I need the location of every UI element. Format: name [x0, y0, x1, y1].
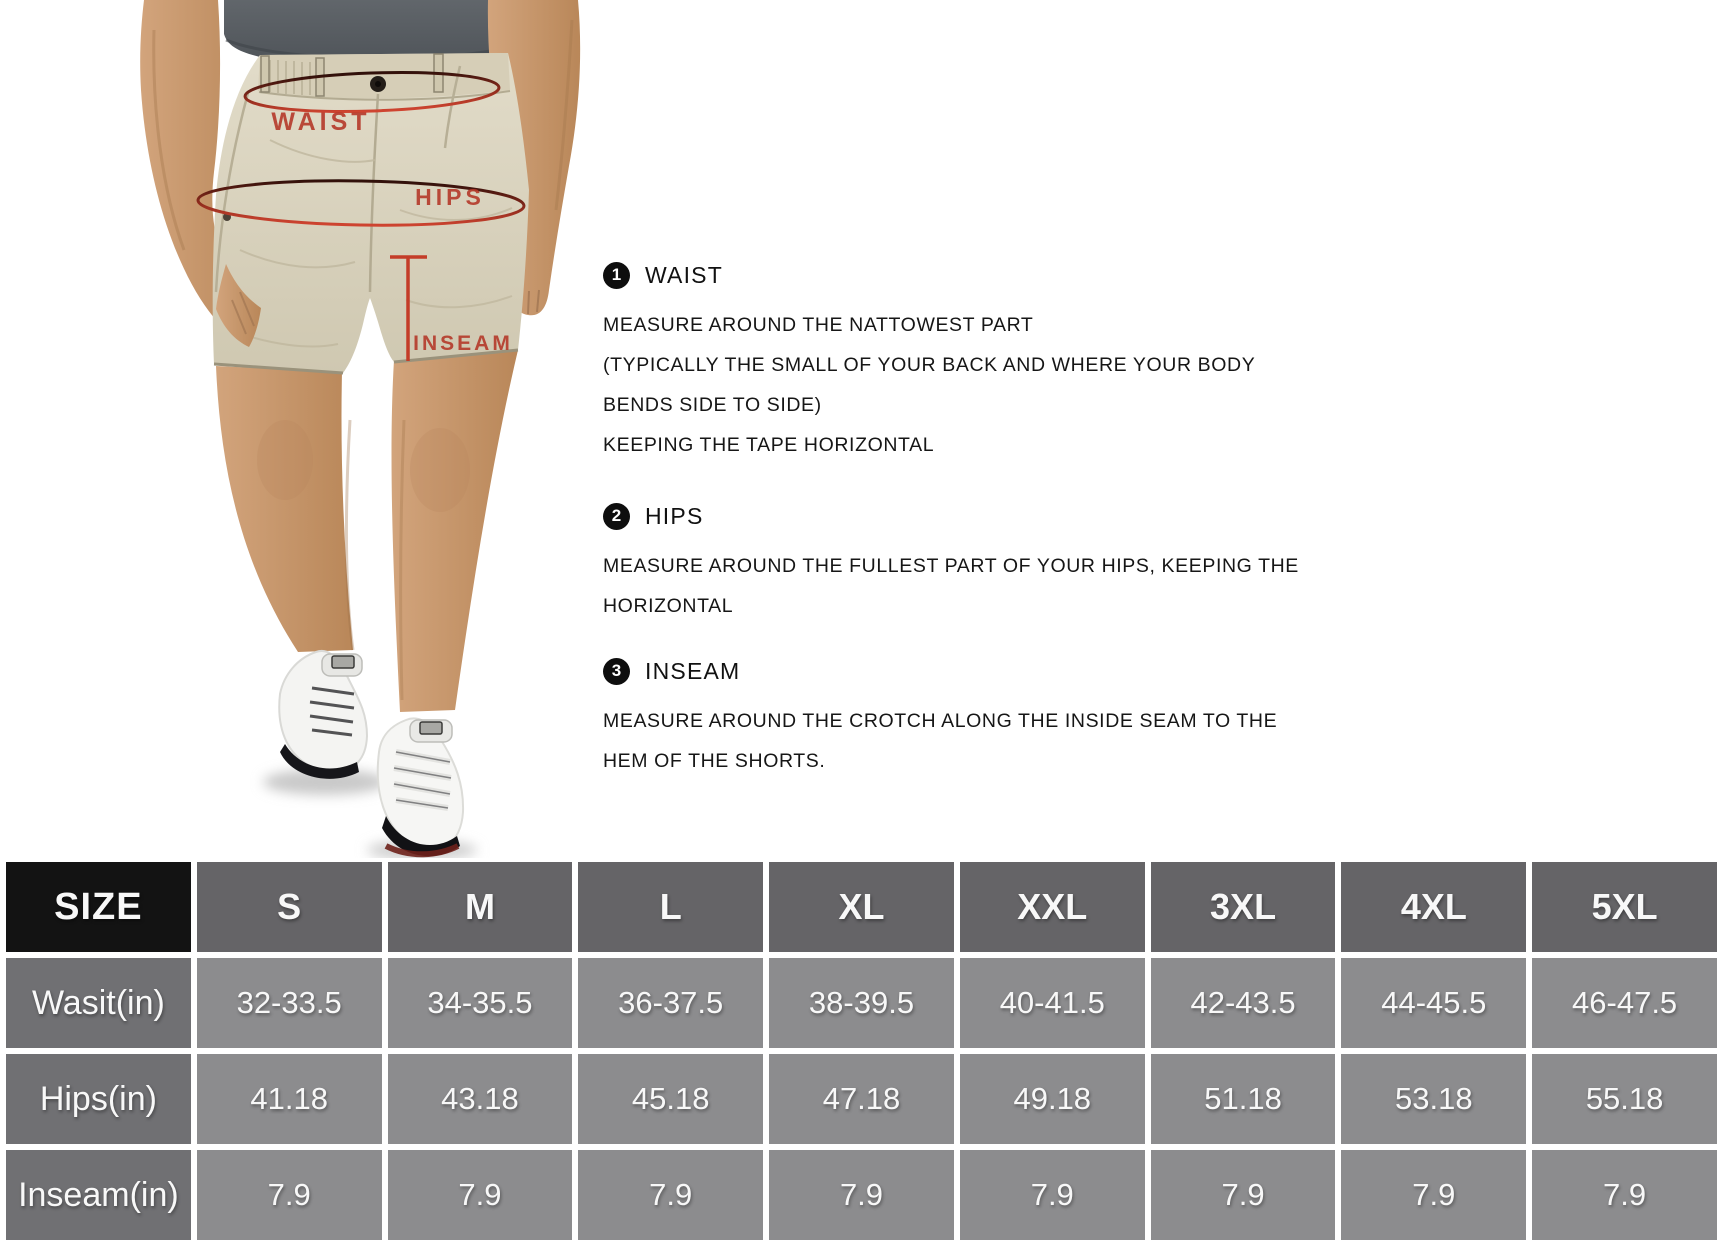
instruction-waist: [603, 259, 1255, 465]
step-1-badge: 1: [603, 262, 630, 289]
hips-value: 49.18: [960, 1054, 1145, 1144]
inseam-value: 7.9: [1532, 1150, 1717, 1240]
size-col-header-4xl: 4XL: [1341, 862, 1526, 952]
waist-value: 42-43.5: [1151, 958, 1336, 1048]
step-3-badge: 3: [603, 658, 630, 685]
hips-value: 51.18: [1151, 1054, 1336, 1144]
waist-value: 38-39.5: [769, 958, 954, 1048]
waist-value: 46-47.5: [1532, 958, 1717, 1048]
instruction-hips: [603, 500, 1299, 626]
size-table-corner: SIZE: [6, 862, 191, 952]
hips-value: 53.18: [1341, 1054, 1526, 1144]
instruction-line: HORIZONTAL: [603, 595, 734, 617]
inseam-value: 7.9: [197, 1150, 382, 1240]
inseam-value: 7.9: [769, 1150, 954, 1240]
instruction-line: MEASURE AROUND THE CROTCH ALONG THE INSIDE SEAM TO THE: [603, 710, 1278, 732]
row-label-waist: Wasit(in): [6, 958, 191, 1048]
inseam-annotation-label: INSEAM: [413, 332, 513, 355]
size-table: [6, 862, 1717, 1240]
size-col-header-3xl: 3XL: [1151, 862, 1336, 952]
instruction-line: (TYPICALLY THE SMALL OF YOUR BACK AND WHERE YOUR BODY: [603, 354, 1256, 376]
shorts: [213, 53, 529, 373]
legs: [216, 350, 518, 712]
right-shoe: [378, 718, 463, 856]
instruction-inseam: [603, 655, 1277, 781]
size-col-header-l: L: [578, 862, 763, 952]
inseam-value: 7.9: [960, 1150, 1145, 1240]
instruction-waist-title: WAIST: [645, 261, 723, 288]
inseam-value: 7.9: [388, 1150, 573, 1240]
hips-value: 55.18: [1532, 1054, 1717, 1144]
hips-value: 45.18: [578, 1054, 763, 1144]
waist-value: 36-37.5: [578, 958, 763, 1048]
instruction-hips-title: HIPS: [645, 502, 704, 529]
waist-value: 34-35.5: [388, 958, 573, 1048]
waist-value: 32-33.5: [197, 958, 382, 1048]
row-label-inseam: Inseam(in): [6, 1150, 191, 1240]
hips-value: 47.18: [769, 1054, 954, 1144]
size-col-header-s: S: [197, 862, 382, 952]
inseam-value: 7.9: [578, 1150, 763, 1240]
inseam-value: 7.9: [1341, 1150, 1526, 1240]
waist-annotation-label: WAIST: [271, 108, 371, 136]
step-2-badge: 2: [603, 503, 630, 530]
instruction-line: MEASURE AROUND THE NATTOWEST PART: [603, 314, 1034, 336]
size-col-header-xxl: XXL: [960, 862, 1145, 952]
instruction-line: HEM OF THE SHORTS.: [603, 750, 826, 772]
hips-value: 41.18: [197, 1054, 382, 1144]
instruction-line: MEASURE AROUND THE FULLEST PART OF YOUR HIPS, KEEPING THE: [603, 555, 1299, 577]
left-shoe: [279, 651, 367, 779]
row-label-hips: Hips(in): [6, 1054, 191, 1144]
size-col-header-xl: XL: [769, 862, 954, 952]
size-col-header-5xl: 5XL: [1532, 862, 1717, 952]
waist-value: 40-41.5: [960, 958, 1145, 1048]
inseam-value: 7.9: [1151, 1150, 1336, 1240]
instruction-line: KEEPING THE TAPE HORIZONTAL: [603, 434, 935, 456]
model-photo: [120, 0, 600, 858]
hips-annotation-label: HIPS: [415, 184, 485, 210]
waist-value: 44-45.5: [1341, 958, 1526, 1048]
instruction-line: BENDS SIDE TO SIDE): [603, 394, 822, 416]
size-col-header-m: M: [388, 862, 573, 952]
hips-value: 43.18: [388, 1054, 573, 1144]
instruction-inseam-title: INSEAM: [645, 657, 741, 684]
